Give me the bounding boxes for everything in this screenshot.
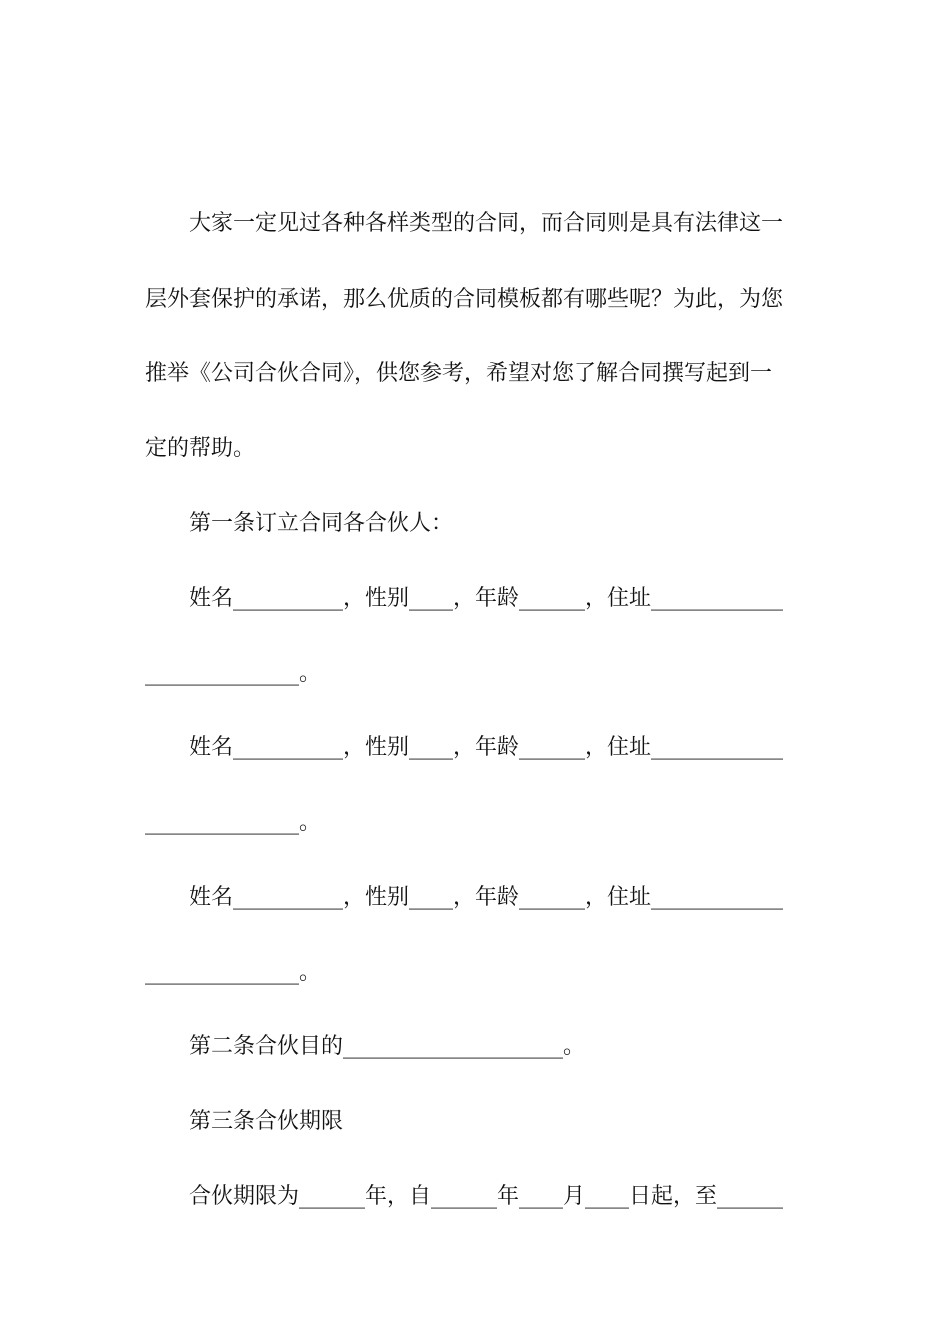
partner-3-info: 姓名__________，性别____，年龄______，住址____________ [189, 885, 784, 910]
partner-1-info: 姓名__________，性别____，年龄______，住址____________ [189, 586, 784, 611]
partner-2-info: 姓名__________，性别____，年龄______，住址____________ [189, 735, 784, 760]
partner-1-address-cont: ______________。 [145, 661, 322, 686]
intro-line-1: 大家一定见过各种各样类型的合同，而合同则是具有法律这一 [189, 211, 784, 236]
article-3-text: 合伙期限为______年，自______年____月____日起，至______ [189, 1184, 784, 1209]
intro-line-3: 推举《公司合伙合同》，供您参考，希望对您了解合同撰写起到一 [145, 361, 773, 386]
article-3-title: 第三条合伙期限 [189, 1109, 344, 1134]
article-1-title: 第一条订立合同各合伙人： [189, 511, 454, 536]
intro-line-2: 层外套保护的承诺，那么优质的合同模板都有哪些呢？为此，为您 [145, 287, 784, 312]
partner-2-address-cont: ______________。 [145, 810, 322, 835]
article-2: 第二条合伙目的____________________。 [189, 1034, 586, 1059]
partner-3-address-cont: ______________。 [145, 960, 322, 985]
intro-line-4: 定的帮助。 [145, 436, 256, 461]
